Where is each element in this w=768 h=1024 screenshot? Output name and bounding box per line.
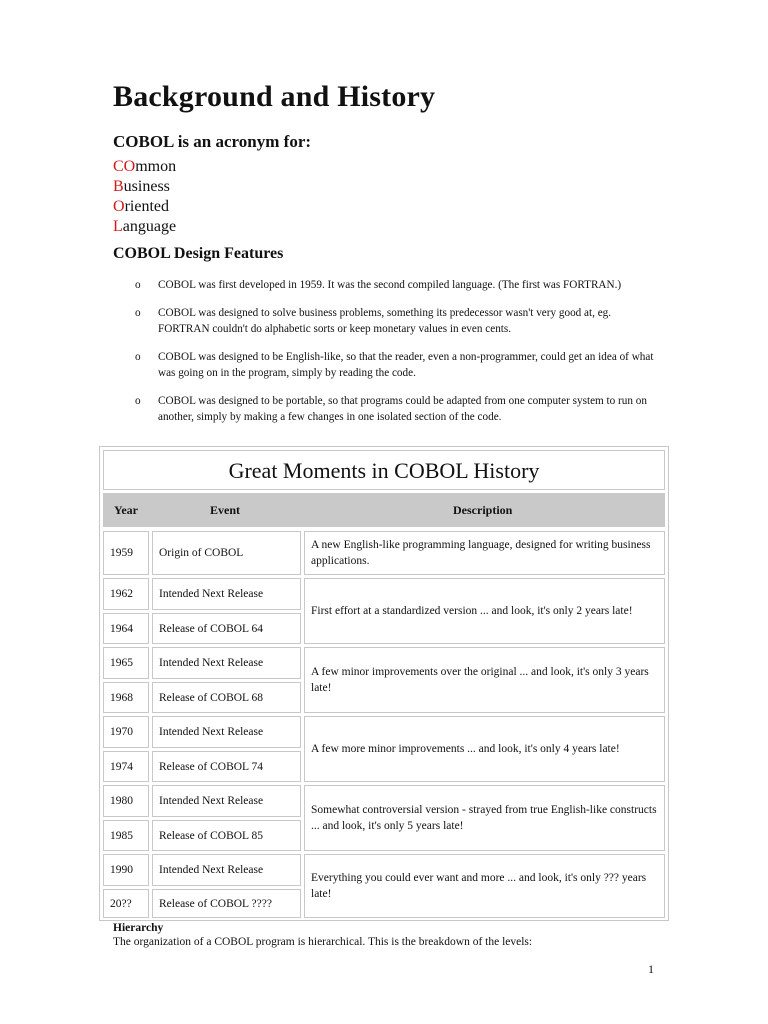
event-cell <box>152 613 301 644</box>
year-cell <box>103 889 149 918</box>
event-text: Intended Next Release <box>159 726 264 738</box>
event-cell <box>152 751 301 782</box>
year-text: 1990 <box>110 864 133 876</box>
design-features-heading: COBOL Design Features <box>113 245 284 262</box>
feature-text: COBOL was designed to solve business problems, something its predecessor wasn't very good at, eg. FORTRAN couldn't do alphabetic sorts or keep monetary values in even cents. <box>158 307 612 335</box>
acronym-line-oriented <box>113 197 176 217</box>
year-text: 1962 <box>110 588 133 600</box>
year-text: 1965 <box>110 657 133 669</box>
feature-text: COBOL was designed to be portable, so that programs could be adapted from one computer system to run on another, simply by making a few changes in one isolated section of the code. <box>158 395 647 423</box>
header-event: Event <box>210 503 240 517</box>
year-text: 20?? <box>110 897 132 910</box>
event-cell <box>152 820 301 851</box>
bullet-icon: o <box>135 279 141 291</box>
year-text: 1985 <box>110 829 133 842</box>
description-cell <box>304 785 665 851</box>
header-year: Year <box>114 503 138 517</box>
list-item <box>135 305 655 337</box>
acronym-line-common <box>113 157 176 177</box>
description-cell <box>304 578 665 644</box>
acronym-rest: riented <box>124 198 169 215</box>
acronym-list <box>113 157 176 237</box>
event-cell <box>152 531 301 575</box>
year-text: 1959 <box>110 547 133 559</box>
history-table <box>99 446 669 921</box>
year-cell <box>103 854 149 886</box>
design-features-list <box>135 277 655 437</box>
description-cell <box>304 647 665 713</box>
event-text: Release of COBOL 74 <box>159 760 264 773</box>
header-description: Description <box>453 503 513 517</box>
event-cell <box>152 854 301 886</box>
event-cell <box>152 682 301 713</box>
description-cell <box>304 854 665 918</box>
event-text: Origin of COBOL <box>159 547 244 559</box>
year-cell <box>103 647 149 679</box>
acronym-highlight: B <box>113 178 124 195</box>
event-text: Release of COBOL ???? <box>159 897 272 910</box>
feature-text: COBOL was designed to be English-like, so that the reader, even a non-programmer, could get an idea of what was going on in the program, simply by reading the code. <box>158 351 654 379</box>
description-text: A new English-like programming language, designed for writing business applications. <box>311 539 651 567</box>
event-text: Release of COBOL 68 <box>159 691 264 704</box>
acronym-rest: anguage <box>122 218 177 235</box>
description-text: A few more minor improvements ... and look, it's only 4 years late! <box>311 743 620 755</box>
bullet-icon: o <box>135 351 141 363</box>
description-cell <box>304 531 665 575</box>
hierarchy-text: The organization of a COBOL program is hierarchical. This is the breakdown of the levels: <box>113 936 533 948</box>
event-text: Intended Next Release <box>159 657 264 669</box>
event-cell <box>152 647 301 679</box>
event-cell <box>152 716 301 748</box>
list-item <box>135 393 655 425</box>
acronym-highlight: O <box>113 198 125 215</box>
table-header-row <box>103 493 665 527</box>
year-cell <box>103 716 149 748</box>
event-text: Intended Next Release <box>159 864 264 876</box>
hierarchy-heading: Hierarchy <box>113 922 164 934</box>
acronym-rest: usiness <box>123 178 170 195</box>
year-cell <box>103 682 149 713</box>
event-cell <box>152 785 301 817</box>
list-item <box>135 349 655 381</box>
acronym-rest: mmon <box>135 158 177 175</box>
description-text: First effort at a standardized version ... and look, it's only 2 years late! <box>311 605 633 617</box>
year-cell <box>103 751 149 782</box>
feature-text: COBOL was first developed in 1959. It was the second compiled language. (The first was FORTRAN.) <box>158 279 622 291</box>
event-text: Release of COBOL 85 <box>159 829 264 842</box>
event-text: Intended Next Release <box>159 588 264 600</box>
year-cell <box>103 820 149 851</box>
year-text: 1980 <box>110 795 133 807</box>
table-title: Great Moments in COBOL History <box>103 450 665 490</box>
event-text: Intended Next Release <box>159 795 264 807</box>
description-cell <box>304 716 665 782</box>
event-cell <box>152 889 301 918</box>
event-cell <box>152 578 301 610</box>
year-cell <box>103 613 149 644</box>
acronym-line-language <box>113 217 176 237</box>
year-cell <box>103 578 149 610</box>
bullet-icon: o <box>135 307 141 319</box>
description-text: Somewhat controversial version - strayed from true English-like constructs ... and look, it's only 5 years late! <box>311 804 657 832</box>
list-item <box>135 277 655 293</box>
acronym-highlight: CO <box>113 158 136 175</box>
acronym-highlight: L <box>113 218 123 235</box>
acronym-line-business <box>113 177 176 197</box>
year-cell <box>103 531 149 575</box>
description-text: A few minor improvements over the original ... and look, it's only 3 years late! <box>311 666 649 694</box>
year-cell <box>103 785 149 817</box>
year-text: 1974 <box>110 760 133 773</box>
page-number: 1 <box>648 962 654 976</box>
event-text: Release of COBOL 64 <box>159 622 264 635</box>
description-text: Everything you could ever want and more ... and look, it's only ??? years late! <box>311 872 647 900</box>
bullet-icon: o <box>135 395 141 407</box>
year-text: 1968 <box>110 691 133 704</box>
page-title: Background and History <box>113 80 436 113</box>
year-text: 1970 <box>110 726 133 738</box>
year-text: 1964 <box>110 622 133 635</box>
acronym-intro-heading: COBOL is an acronym for: <box>113 132 312 151</box>
